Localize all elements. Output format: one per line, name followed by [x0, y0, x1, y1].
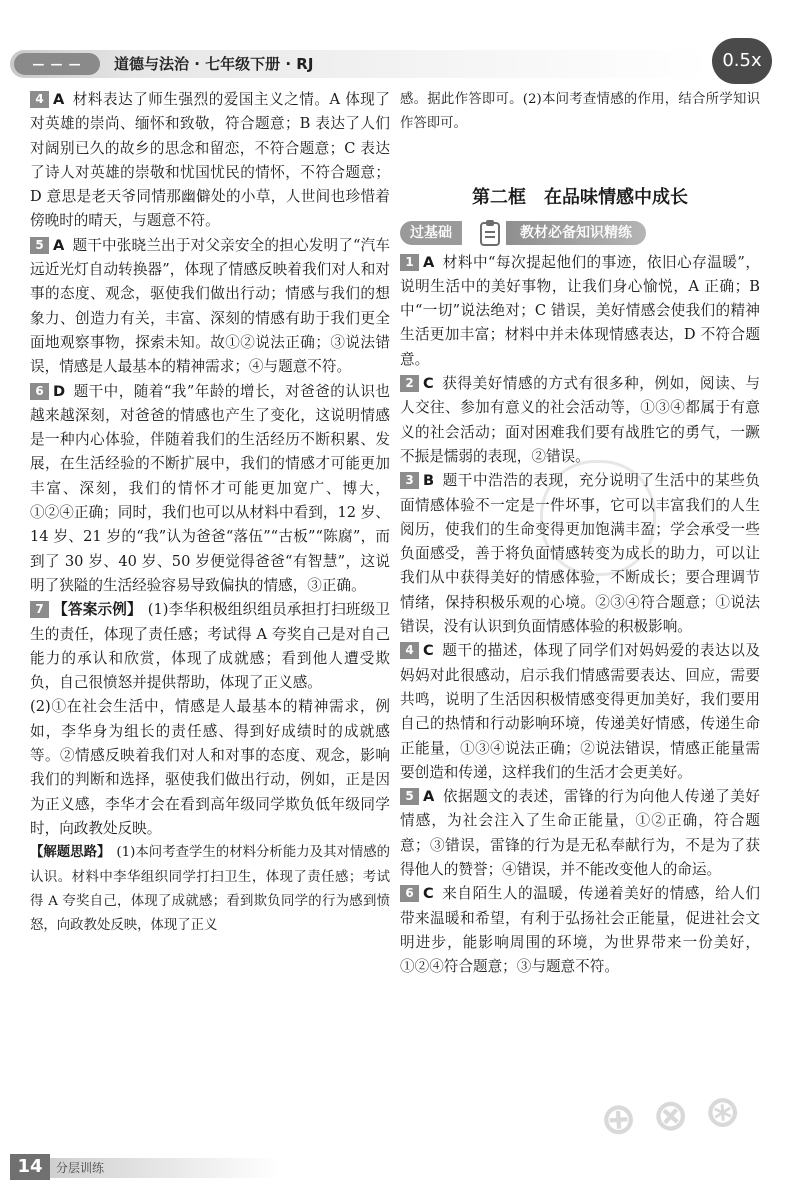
question-number: 2: [400, 375, 419, 392]
answer-explanation: 来自陌生人的温暖，传递着美好的情感，给人们带来温暖和希望，有利于弘扬社会正能量，促进社会文明进步，能影响周围的环境，为世界带来一份美好，①②④符合题意；③与题意不符。: [400, 885, 760, 976]
answer-explanation: 材料中“每次提起他们的事迹，依旧心存温暖”，说明生活中的美好事物，让我们身心愉悦，A 正确；B 中“一切”说法绝对；C 错误，美好情感会使我们的精神生活更加丰富；材料中并未体现情感表达，D 不符合题意。: [400, 253, 760, 368]
section-banner: [400, 219, 760, 247]
page-footer: [0, 1150, 800, 1193]
section-title: 第二框 在品味情感中成长: [472, 186, 688, 208]
answer-item-5: [30, 234, 390, 380]
question-number: 5: [400, 788, 419, 805]
right-column: [400, 88, 760, 980]
answer-item-1: [400, 251, 760, 372]
question-number: 4: [30, 91, 49, 108]
left-column: [30, 88, 390, 938]
question-number: 4: [400, 642, 419, 659]
analysis-tag: 【解题思路】: [30, 845, 111, 861]
footer-label: 分层训练: [56, 1161, 105, 1175]
question-number: 6: [400, 885, 419, 902]
answer-choice: C: [423, 885, 434, 903]
answer-choice: A: [423, 253, 435, 271]
answer-item-4: [30, 88, 390, 234]
answer-example-tag: 【答案示例】: [53, 601, 142, 619]
answer-item-7-part-2: (2)①在社会生活中，情感是人最基本的精神需求，例如，李华身为组长的责任感、得到好成绩时的成就感等。②情感反映着我们对人和对事的态度、观念，影响我们的判断和选择，驱使我们做出行动，例如，正是因为正义感，李华才会在看到高年级同学欺负低年级同学时，向政教处反映。: [30, 698, 390, 837]
answer-choice: C: [423, 642, 434, 660]
section-banner-left: 过基础: [400, 221, 462, 245]
answer-choice: C: [423, 375, 434, 393]
answer-explanation: 材料表达了师生强烈的爱国主义之情。A 体现了对英雄的崇尚、缅怀和致敬，符合题意；B 表达了人们对阔别已久的故乡的思念和留恋，不符合题意；C 表达了诗人对英雄的崇敬和忧国忧民的情怀，不符合题意；D 意思是老天爷同情那幽僻处的小草，人世间也珍惜着傍晚时的晴天，与题意不符。: [30, 91, 390, 230]
answer-choice: B: [423, 472, 435, 490]
answer-explanation: 题干中张晓兰出于对父亲安全的担心发明了“汽车远近光灯自动转换器”，体现了情感反映着我们对人和对事的态度、观念，驱使我们做出行动；情感与我们的想象力、创造力有关，丰富、深刻的情感有助于我们更全面地观察事物，探索未知。故①②说法正确；③说法错误，情感是人最基本的精神需求；④与题意不符。: [30, 236, 390, 376]
question-number: 1: [400, 254, 419, 271]
answer-item-5: [400, 785, 760, 882]
watermark-logo: ⊕ ⊗ ⊛: [598, 1085, 743, 1146]
analysis-text: (1)本问考查学生的材料分析能力及其对情感的认识。材料中李华组织同学打扫卫生，体现了责任感；考试得 A 夸奖自己，体现了成就感；看到欺负同学的行为感到愤怒，向政教处反映，体现了正义: [30, 845, 391, 934]
book-title: 道德与法治 · 七年级下册 · RJ: [114, 55, 314, 73]
answer-item-2: [400, 372, 760, 469]
answer-explanation: 获得美好情感的方式有很多种，例如，阅读、与人交往、参加有意义的社会活动等，①③④都属于有意义的社会活动；面对困难我们要有战胜它的勇气，一蹶不振是懦弱的表现，②错误。: [400, 375, 760, 465]
question-number: 5: [30, 237, 49, 254]
question-number: 7: [30, 601, 49, 618]
analysis-continuation: 感。据此作答即可。(2)本问考查情感的作用，结合所学知识作答即可。: [400, 92, 760, 132]
solution-analysis: [30, 841, 390, 938]
answer-explanation: 题干中浩浩的表现，充分说明了生活中的某些负面情感体验不一定是一件坏事，它可以丰富我们的人生阅历，使我们的生命变得更加饱满丰盈；学会承受一些负面感受，善于将负面情感转变为成长的助力，可以让我们从中获得美好的情感体验，不断成长；要合理调节情绪，保持积极乐观的心境。②③④符合题意；①说法错误，没有认识到负面情感体验的积极影响。: [400, 472, 760, 636]
answer-item-4: [400, 639, 760, 785]
answer-choice: A: [53, 236, 65, 254]
answer-part-1: (1)李华积极组织组员承担打扫班级卫生的责任，体现了责任感；考试得 A 夸奖自己是对自己能力的承认和欣赏，体现了成就感；看到他人遭受欺负，自己很愤怒并提供帮助，体现了正义感。: [30, 601, 390, 692]
page-number: 14: [10, 1154, 50, 1180]
question-number: 6: [30, 383, 49, 400]
answer-item-6: [400, 882, 760, 979]
answer-choice: A: [423, 788, 435, 806]
answer-item-7: [30, 598, 390, 695]
clipboard-icon: [478, 219, 502, 247]
question-number: 3: [400, 472, 419, 489]
section-banner-right: 教材必备知识精练: [506, 221, 646, 245]
page-header: [0, 0, 800, 82]
series-logo: — — —: [14, 53, 100, 75]
answer-explanation: 题干中，随着“我”年龄的增长，对爸爸的认识也越来越深刻，对爸爸的情感也产生了变化，这说明情感是一种内心体验，伴随着我们的生活经历不断积累、发展，在生活经验的不断扩展中，我们的情感才可能更加丰富、深刻，我们的情怀才可能更加宽广、博大，①②④正确；同时，我们也可以从材料中看到，12 岁、14 岁、21 岁的“我”认为爸爸“落伍”“古板”“陈腐”，而到了 30 岁、40 岁、50 岁便觉得爸爸“有智慧”，这说明了狭隘的生活经验容易导致偏执的情感，③正确。: [30, 382, 390, 594]
answer-choice: A: [53, 91, 65, 108]
answer-explanation: 题干的描述，体现了同学们对妈妈爱的表达以及妈妈对此很感动，启示我们情感需要表达、回应，需要共鸣，说明了生活因积极情感变得更加美好，我们要用自己的热情和行动影响环境，传递美好情感，传递生命正能量，①③④说法正确；②说法错误，情感正能量需要创造和传递，这样我们的生活才会更美好。: [400, 642, 760, 781]
answer-item-6: [30, 380, 390, 599]
playback-speed-button[interactable]: 0.5x: [712, 38, 772, 84]
answer-explanation: 依据题文的表述，雷锋的行为向他人传递了美好情感，为社会注入了生命正能量，①②正确，符合题意；③错误，雷锋的行为是无私奉献行为，不是为了获得他人的赞誉；④错误，并不能改变他人的命运。: [400, 788, 760, 879]
answer-item-3: [400, 469, 760, 639]
answer-choice: D: [53, 382, 66, 400]
